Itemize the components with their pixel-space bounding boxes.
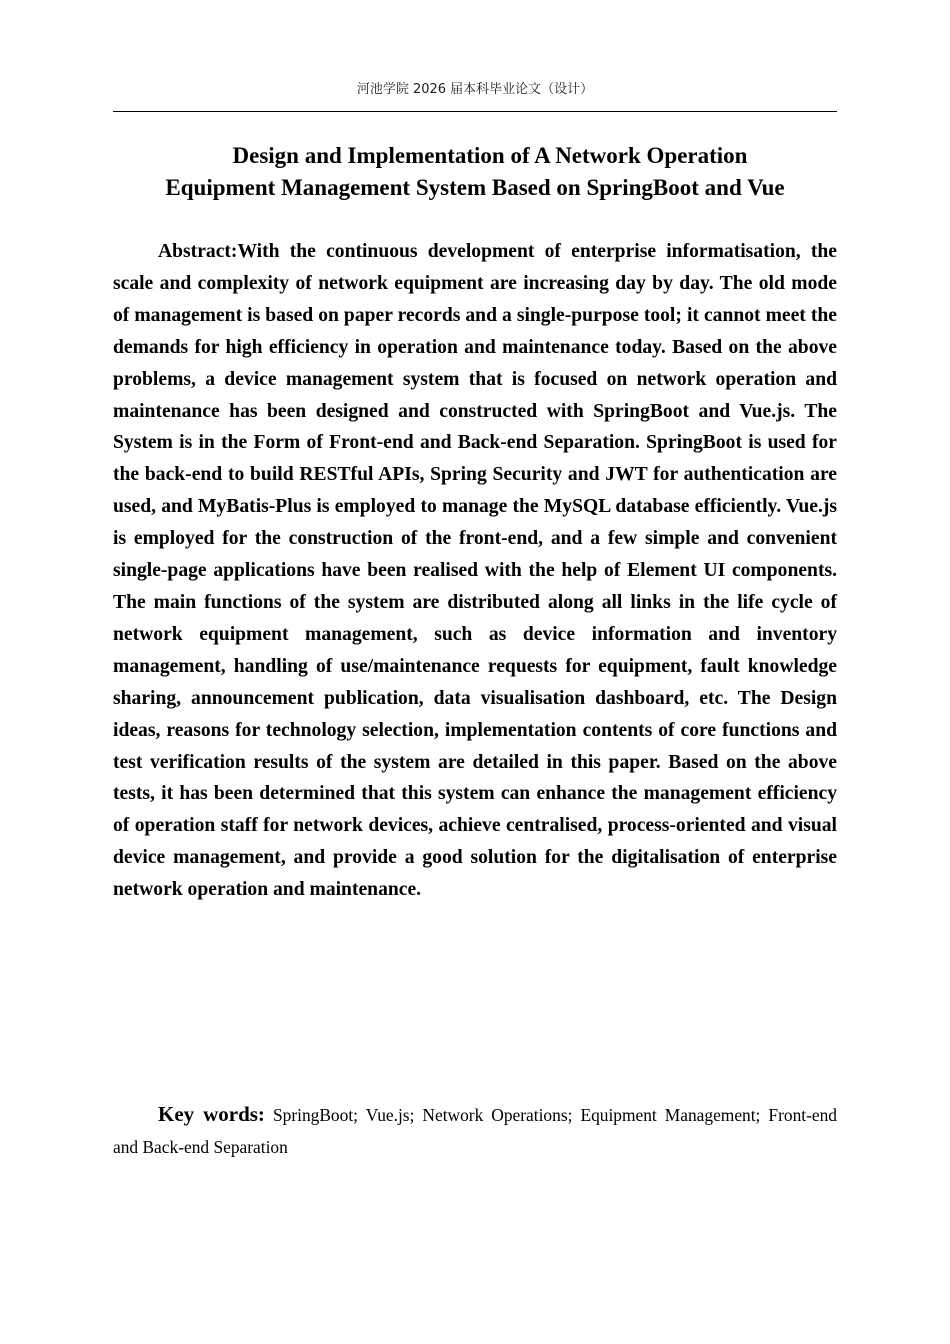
running-header: 河池学院 2026 届本科毕业论文（设计）: [356, 82, 594, 97]
keywords-label: Key words:: [158, 1102, 265, 1126]
abstract-label: Abstract:: [158, 241, 238, 262]
keywords-paragraph: [113, 1098, 837, 1163]
paper-title: [113, 140, 837, 204]
abstract-text: With the continuous development of enterprise informatisation, the scale and complexity of network equipment are increasing day by day. The old mode of management is based on paper records and a single-purpose tool; it cannot meet the demands for high efficiency in operation and maintenance today. Based on the above problems, a device management system that is focused on network operation and maintenance has been designed and constructed with SpringBoot and Vue.js. The System is in the Form of Front-end and Back-end Separation. SpringBoot is used for the back-end to build RESTful APIs, Spring Security and JWT for authentication are used, and MyBatis-Plus is employed to manage the MySQL database efficiently. Vue.js is employed for the construction of the front-end, and a few simple and convenient single-page applications have been realised with the help of Element UI components. The main functions of the system are distributed along all links in the life cycle of network equipment management, such as device information and inventory management, handling of use/maintenance requests for equipment, fault knowledge sharing, announcement publication, data visualisation dashboard, etc. The Design ideas, reasons for technology selection, implementation contents of core functions and test verification results of the system are detailed in this paper. Based on the above tests, it has been determined that this system can enhance the management efficiency of operation staff for network devices, achieve centralised, process-oriented and visual device management, and provide a good solution for the digitalisation of enterprise network operation and maintenance.: [113, 241, 837, 901]
title-line-1: Design and Implementation of A Network Operation: [232, 143, 748, 168]
title-line-2: Equipment Management System Based on SpringBoot and Vue: [165, 175, 785, 200]
header-divider: [113, 111, 837, 112]
abstract-paragraph: [113, 236, 837, 906]
keywords-text: SpringBoot; Vue.js; Network Operations; Equipment Management; Front-end and Back-end Separation: [113, 1105, 837, 1157]
